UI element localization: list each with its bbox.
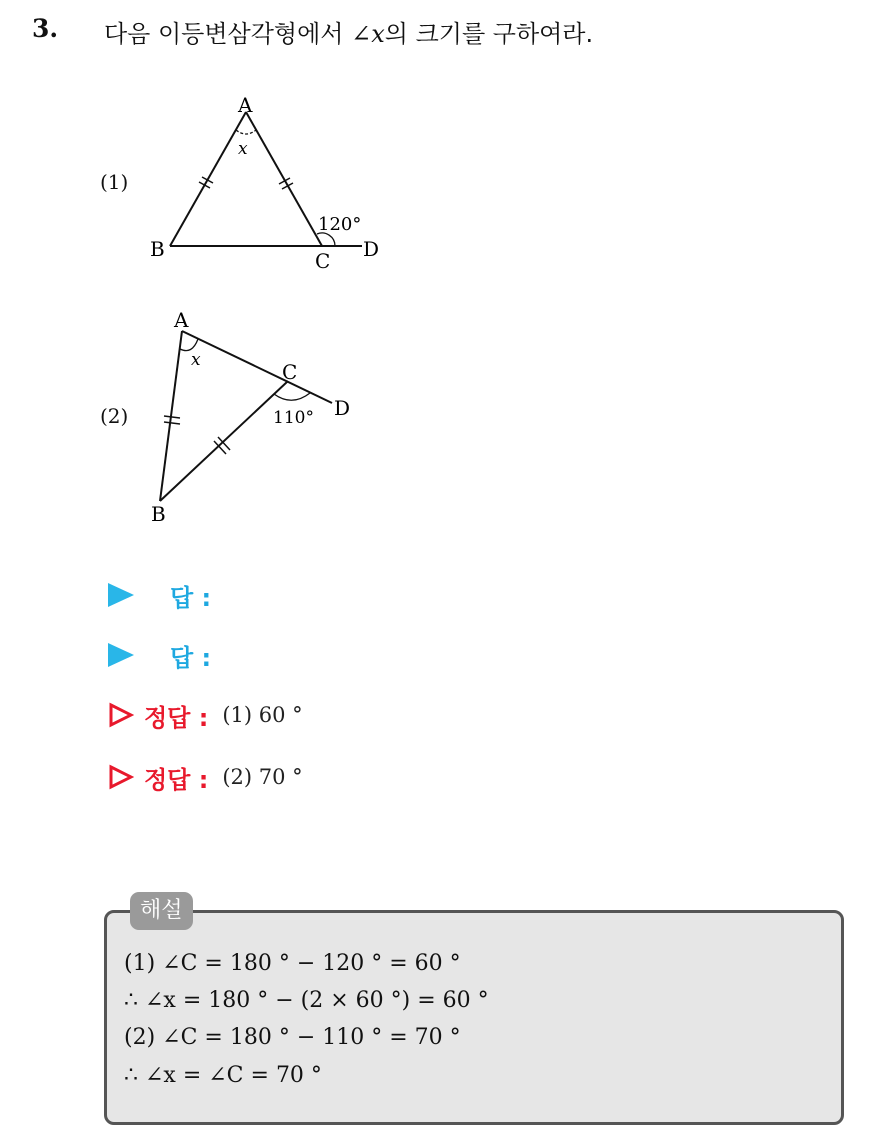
outline-arrow-icon [108,764,134,790]
figure1-vertex-b: B [150,237,165,261]
figure2-vertex-a: A [174,308,189,332]
answer-row-1 [108,578,211,612]
solution-line-3: (2) ∠C = 180 ° − 110 ° = 70 ° [124,1025,461,1050]
correct-answer-row-2 [108,760,303,794]
problem-statement [104,14,593,49]
figure2-angle-x-label: x [191,350,201,370]
correct-answer-value: (2) 70 ° [222,765,303,789]
figure1-angle-x-label: x [238,139,248,159]
figure1-side-ac [246,112,322,246]
play-arrow-icon [108,643,134,667]
problem-number: 3. [32,14,59,43]
figure2-side-bc [160,381,288,501]
answer-row-2 [108,638,211,672]
problem-text-after: 의 크기를 구하여라. [384,20,594,48]
solution-tab: 해설 [130,892,193,930]
figure2-side-ad [182,331,332,403]
correct-answer-label: 정답 : [144,765,209,794]
figure2-tick-ab-2 [164,422,180,424]
correct-answer-row-1 [108,698,303,732]
play-arrow-icon [108,583,134,607]
answer-label: 답 : [170,583,212,612]
figure2-tick-ab-1 [164,416,180,418]
correct-answer-label: 정답 : [144,703,209,732]
figure1-angle-x-arc [236,130,256,134]
figure1-side-ab [170,112,246,246]
figure1-exterior-angle-label: 120° [318,214,362,235]
figure2-vertex-b: B [151,502,166,526]
answer-label: 답 : [170,643,212,672]
solution-line-4: ∴ ∠x = ∠C = 70 ° [124,1063,322,1088]
figure1-triangle-diagram [140,90,400,280]
figure1-vertex-a: A [238,93,253,117]
figure2-triangle-diagram [140,305,380,530]
figure2-part-label: (2) [100,404,129,428]
figure2-vertex-d: D [334,396,351,420]
figure2-angle-110-label: 110° [273,408,314,428]
solution-box [104,910,844,1125]
figure1-vertex-c: C [315,249,331,273]
figure1-vertex-d: D [363,237,380,261]
correct-answer-value: (1) 60 ° [222,703,303,727]
figure1-part-label: (1) [100,170,129,194]
problem-text-before: 다음 이등변삼각형에서 [104,20,352,48]
outline-arrow-icon [108,702,134,728]
figure2-angle-110-arc [274,393,310,400]
solution-line-1: (1) ∠C = 180 ° − 120 ° = 60 ° [124,951,461,976]
figure2-vertex-c: C [282,360,298,384]
problem-text-math: ∠x [351,20,385,48]
figure2-side-ab [160,331,182,501]
figure2-angle-x-arc [180,339,198,351]
solution-line-2: ∴ ∠x = 180 ° − (2 × 60 °) = 60 ° [124,988,489,1013]
